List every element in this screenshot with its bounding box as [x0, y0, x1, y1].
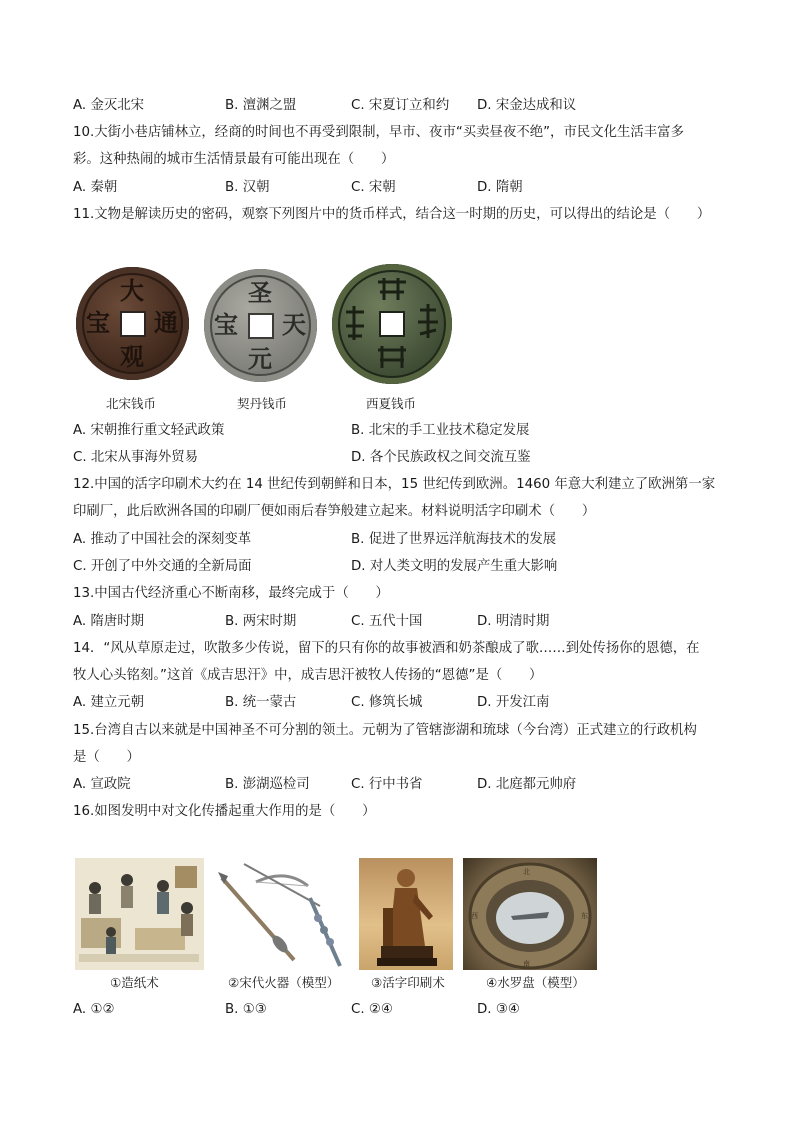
caption-movable-type: ③活字印刷术: [371, 975, 445, 990]
q11-option-c[interactable]: C. 北宋从事海外贸易: [73, 450, 198, 465]
coin-char-bottom: 元: [248, 344, 272, 373]
q14-option-c[interactable]: C. 修筑长城: [351, 695, 423, 710]
coin-char-right: 通: [154, 308, 178, 337]
q15-option-a[interactable]: A. 宣政院: [73, 777, 131, 792]
coin-khitan-image: [204, 269, 317, 382]
coin-northern-song-image: [76, 267, 189, 380]
q9-option-a[interactable]: A. 金灭北宋: [73, 98, 144, 113]
q13-stem-line1: 13.中国古代经济重心不断南移，最终完成于（ ）: [73, 586, 389, 601]
q11-stem-line1: 11.文物是解读历史的密码，观察下列图片中的货币样式，结合这一时期的历史，可以得出的结论是（ ）: [73, 207, 711, 222]
q13-option-b[interactable]: B. 两宋时期: [225, 614, 297, 629]
q9-option-d[interactable]: D. 宋金达成和议: [477, 98, 577, 113]
q13-option-c[interactable]: C. 五代十国: [351, 614, 423, 629]
q12-stem-line2: 印刷厂，此后欧洲各国的印刷厂便如雨后春笋般建立起来。材料说明活字印刷术（ ）: [73, 504, 596, 519]
q13-option-a[interactable]: A. 隋唐时期: [73, 614, 144, 629]
caption-water-compass: ④水罗盘（模型）: [486, 975, 585, 990]
q10-option-a[interactable]: A. 秦朝: [73, 180, 118, 195]
q10-stem-line1: 10.大街小巷店铺林立，经商的时间也不再受到限制，早市、夜市“买卖昼夜不绝”，市民文化生活丰富多: [73, 125, 684, 140]
coin-char-left: 宝: [86, 308, 110, 337]
compass-icon: [463, 858, 597, 970]
q16-stem-line1: 16.如图发明中对文化传播起重大作用的是（ ）: [73, 804, 376, 819]
caption-song-firearms: ②宋代火器（模型）: [228, 975, 340, 990]
q15-stem-line1: 15.台湾自古以来就是中国神圣不可分割的领土。元朝为了管辖澎湖和琉球（今台湾）正式建立的行政机构: [73, 723, 697, 738]
q10-option-d[interactable]: D. 隋朝: [477, 180, 523, 195]
q11-option-b[interactable]: B. 北宋的手工业技术稳定发展: [351, 423, 530, 438]
q10-option-b[interactable]: B. 汉朝: [225, 180, 270, 195]
coin-western-xia-image: [332, 264, 452, 384]
caption-papermaking: ①造纸术: [110, 975, 159, 990]
q9-option-b[interactable]: B. 澶渊之盟: [225, 98, 297, 113]
q16-option-c[interactable]: C. ②④: [351, 1002, 393, 1017]
q10-stem-line2: 彩。这种热闹的城市生活情景最有可能出现在（ ）: [73, 152, 395, 167]
q15-stem-line2: 是（ ）: [73, 750, 140, 765]
water-compass-model-image: [463, 858, 597, 970]
q16-option-b[interactable]: B. ①③: [225, 1002, 267, 1017]
statue-figure-icon: [359, 858, 453, 970]
movable-type-statue-image: [359, 858, 453, 970]
q14-option-b[interactable]: B. 统一蒙古: [225, 695, 297, 710]
fire-weapons-icon: [214, 858, 349, 970]
coin-caption-khitan: 契丹钱币: [237, 396, 288, 411]
q12-option-c[interactable]: C. 开创了中外交通的全新局面: [73, 559, 252, 574]
q15-option-c[interactable]: C. 行中书省: [351, 777, 423, 792]
q14-option-a[interactable]: A. 建立元朝: [73, 695, 144, 710]
coin-char-left: 宝: [214, 310, 238, 339]
q15-option-d[interactable]: D. 北庭都元帅府: [477, 777, 577, 792]
q12-option-a[interactable]: A. 推动了中国社会的深刻变革: [73, 532, 252, 547]
q11-option-a[interactable]: A. 宋朝推行重文轻武政策: [73, 423, 225, 438]
song-firearms-model-image: [214, 858, 349, 970]
papermaking-scene-icon: [75, 858, 204, 970]
coin-char-right: 天: [282, 310, 306, 339]
coin-char-bottom: 观: [120, 342, 144, 371]
svg-text:西: 西: [471, 912, 478, 920]
svg-text:南: 南: [523, 960, 530, 968]
q14-stem-line2: 牧人心头铭刻。”这首《成吉思汗》中，成吉思汗被牧人传扬的“恩德”是（ ）: [73, 668, 543, 683]
svg-text:东: 东: [581, 912, 588, 920]
q9-option-c[interactable]: C. 宋夏订立和约: [351, 98, 450, 113]
coin-char-top: 大: [120, 276, 144, 305]
papermaking-illustration: [75, 858, 204, 970]
q12-stem-line1: 12.中国的活字印刷术大约在 14 世纪传到朝鲜和日本，15 世纪传到欧洲。1460 年意大利建立了欧洲第一家: [73, 477, 716, 492]
coin-char-top: 圣: [248, 278, 272, 307]
q15-option-b[interactable]: B. 澎湖巡检司: [225, 777, 310, 792]
coin-caption-northern-song: 北宋钱币: [106, 396, 157, 411]
q12-option-d[interactable]: D. 对人类文明的发展产生重大影响: [351, 559, 558, 574]
coin-caption-western-xia: 西夏钱币: [366, 396, 417, 411]
tangut-script-glyphs: [332, 264, 452, 384]
q14-option-d[interactable]: D. 开发江南: [477, 695, 550, 710]
q16-option-a[interactable]: A. ①②: [73, 1002, 115, 1017]
q14-stem-line1: 14．“风从草原走过，吹散多少传说，留下的只有你的故事被酒和奶茶酿成了歌……到处传扬你的恩德，在: [73, 641, 700, 656]
q13-option-d[interactable]: D. 明清时期: [477, 614, 550, 629]
q11-option-d[interactable]: D. 各个民族政权之间交流互鉴: [351, 450, 531, 465]
q10-option-c[interactable]: C. 宋朝: [351, 180, 396, 195]
svg-text:北: 北: [523, 868, 530, 876]
q16-option-d[interactable]: D. ③④: [477, 1002, 520, 1017]
q12-option-b[interactable]: B. 促进了世界远洋航海技术的发展: [351, 532, 557, 547]
